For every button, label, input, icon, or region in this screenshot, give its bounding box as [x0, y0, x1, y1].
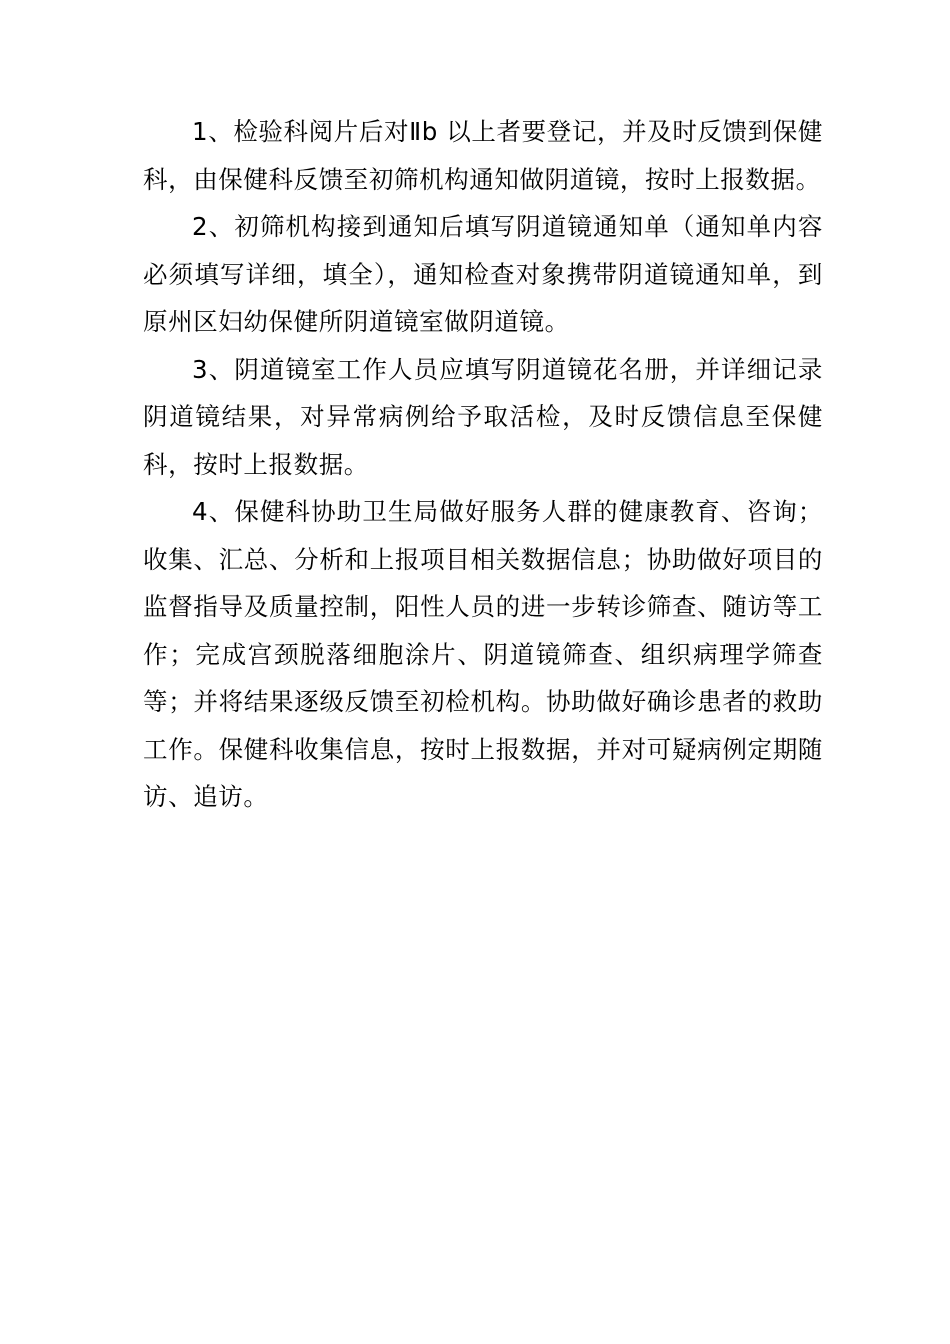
document-body — [143, 108, 823, 821]
paragraph-4: 4、保健科协助卫生局做好服务人群的健康教育、咨询；收集、汇总、分析和上报项目相关数据信息；协助做好项目的监督指导及质量控制，阳性人员的进一步转诊筛查、随访等工作；完成宫颈脱落细胞涂片、阴道镜筛查、组织病理学筛查等；并将结果逐级反馈至初检机构。协助做好确诊患者的救助工作。保健科收集信息，按时上报数据，并对可疑病例定期随访、追访。 — [143, 497, 823, 811]
paragraph-3: 3、阴道镜室工作人员应填写阴道镜花名册，并详细记录阴道镜结果，对异常病例给予取活检，及时反馈信息至保健科，按时上报数据。 — [143, 354, 823, 479]
paragraph-1: 1、检验科阅片后对Ⅱb 以上者要登记，并及时反馈到保健科，由保健科反馈至初筛机构通知做阴道镜，按时上报数据。 — [143, 117, 823, 194]
paragraph-2: 2、初筛机构接到通知后填写阴道镜通知单（通知单内容必须填写详细，填全），通知检查对象携带阴道镜通知单，到原州区妇幼保健所阴道镜室做阴道镜。 — [143, 212, 823, 336]
